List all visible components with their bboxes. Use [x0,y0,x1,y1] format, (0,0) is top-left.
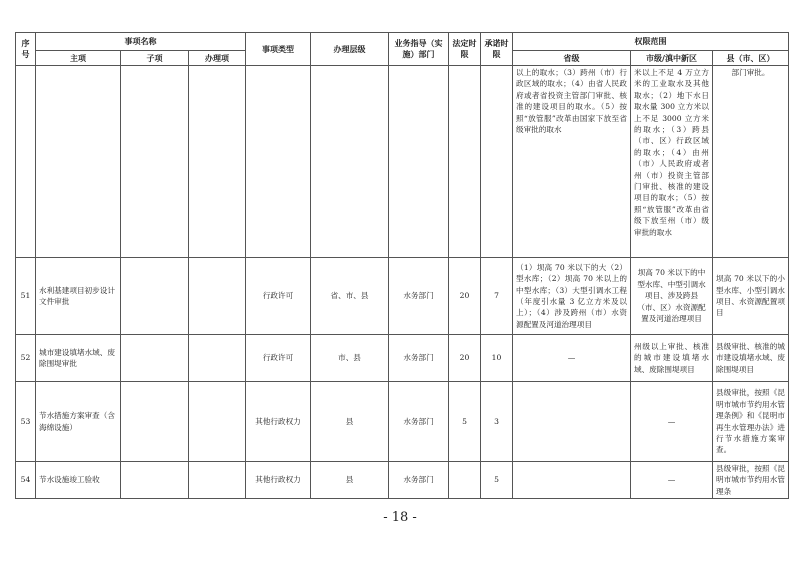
header-sub-item: 子项 [121,51,189,66]
cell-sub-item [121,382,189,462]
cell-city: 坝高 70 米以下的中型水库、中型引调水项目、涉及跨县（市、区）水资源配置及河道治理项目 [631,258,713,335]
cell-main-item: 节水设施竣工验收 [36,462,121,499]
header-promise-limit: 承诺时限 [481,33,513,66]
cell-promise-limit: 5 [481,462,513,499]
cell-dept: 水务部门 [389,258,449,335]
cell-handle-item [189,462,246,499]
header-level: 办理层级 [311,33,389,66]
cell-sub-item [121,462,189,499]
cell-city: 米以上不足 4 万立方米的工业取水及其他取水；（2）地下水日取水量 300 立方米以上不足 3000 立方米的取水；（3）跨县（市、区）行政区域的取水；（4）由州（市）人民政府或者州（市）投资主管部门审批、核准的建设项目的取水；（5）按照“放管服”改革由省级下放至州（市）级审批的取水 [631,66,713,258]
cell-dept: 水务部门 [389,382,449,462]
cell-county: 部门审批。 [713,66,789,258]
cell-province [513,382,631,462]
cell-dept: 水务部门 [389,335,449,382]
cell-province: 以上的取水；（3）跨州（市）行政区域的取水；（4）由省人民政府或者省投资主管部门审批、核准的建设项目的取水。（5）按照“放管服”改革由国家下放至省级审批的取水 [513,66,631,258]
header-county: 县（市、区） [713,51,789,66]
cell-legal-limit: 5 [449,382,481,462]
table-row [16,462,789,499]
cell-sub-item [121,258,189,335]
cell-level: 县 [311,462,389,499]
header-legal-limit: 法定时限 [449,33,481,66]
cell-item-type: 其他行政权力 [246,382,311,462]
power-list-table [15,32,789,499]
cell-main-item: 水利基建项目初步设计文件审批 [36,258,121,335]
cell-seq: 53 [16,382,36,462]
cell-city: — [631,382,713,462]
cell-county: 县级审批、核准的城市建设填堵水域、废除围堤项目 [713,335,789,382]
cell-level: 县 [311,382,389,462]
header-item-type: 事项类型 [246,33,311,66]
header-scope: 权限范围 [513,33,789,51]
header-dept: 业务指导（实施）部门 [389,33,449,66]
cell-legal-limit: 20 [449,258,481,335]
cell-legal-limit [449,462,481,499]
table-row [16,335,789,382]
header-row-1 [16,33,789,51]
cell-seq: 54 [16,462,36,499]
cell-item-type: 行政许可 [246,258,311,335]
header-item-name: 事项名称 [36,33,246,51]
cell-handle-item [189,382,246,462]
cell-dept: 水务部门 [389,462,449,499]
page-number: - 18 - [383,510,417,525]
cell-promise-limit: 7 [481,258,513,335]
cell-promise-limit: 10 [481,335,513,382]
cell-province: （1）坝高 70 米以下的大（2）型水库；（2）坝高 70 米以上的中型水库；（3）大型引调水工程（年度引水量 3 亿立方米及以上）；（4）涉及跨州（市）水资源配置及河道治理项目 [513,258,631,335]
cell-handle-item [189,335,246,382]
table-row [16,382,789,462]
cell-item-type: 行政许可 [246,335,311,382]
cell-handle-item [189,258,246,335]
table-row-continuation [16,66,789,258]
header-handle-item: 办理项 [189,51,246,66]
header-city: 市级/滇中新区 [631,51,713,66]
cell-city: 州级以上审批、核准的城市建设填堵水域、废除围堤项目 [631,335,713,382]
cell-seq: 52 [16,335,36,382]
cell-main-item: 节水措施方案审查（含海绵设施） [36,382,121,462]
cell-county: 县级审批，按照《昆明市城市节约用水管理条例》和《昆明市再生水管理办法》进行节水措施方案审查。 [713,382,789,462]
cell-item-type: 其他行政权力 [246,462,311,499]
cell-province [513,462,631,499]
cell-county: 县级审批，按照《昆明市城市节约用水管理条 [713,462,789,499]
header-province: 省级 [513,51,631,66]
header-main-item: 主项 [36,51,121,66]
cell-level: 省、市、县 [311,258,389,335]
cell-city: — [631,462,713,499]
header-seq: 序号 [16,33,36,66]
cell-promise-limit: 3 [481,382,513,462]
cell-sub-item [121,335,189,382]
cell-level: 市、县 [311,335,389,382]
cell-main-item: 城市建设填堵水域、废除围堤审批 [36,335,121,382]
cell-province: — [513,335,631,382]
table-row [16,258,789,335]
cell-seq: 51 [16,258,36,335]
cell-county: 坝高 70 米以下的小型水库、小型引调水项目、水资源配置项目 [713,258,789,335]
cell-legal-limit: 20 [449,335,481,382]
